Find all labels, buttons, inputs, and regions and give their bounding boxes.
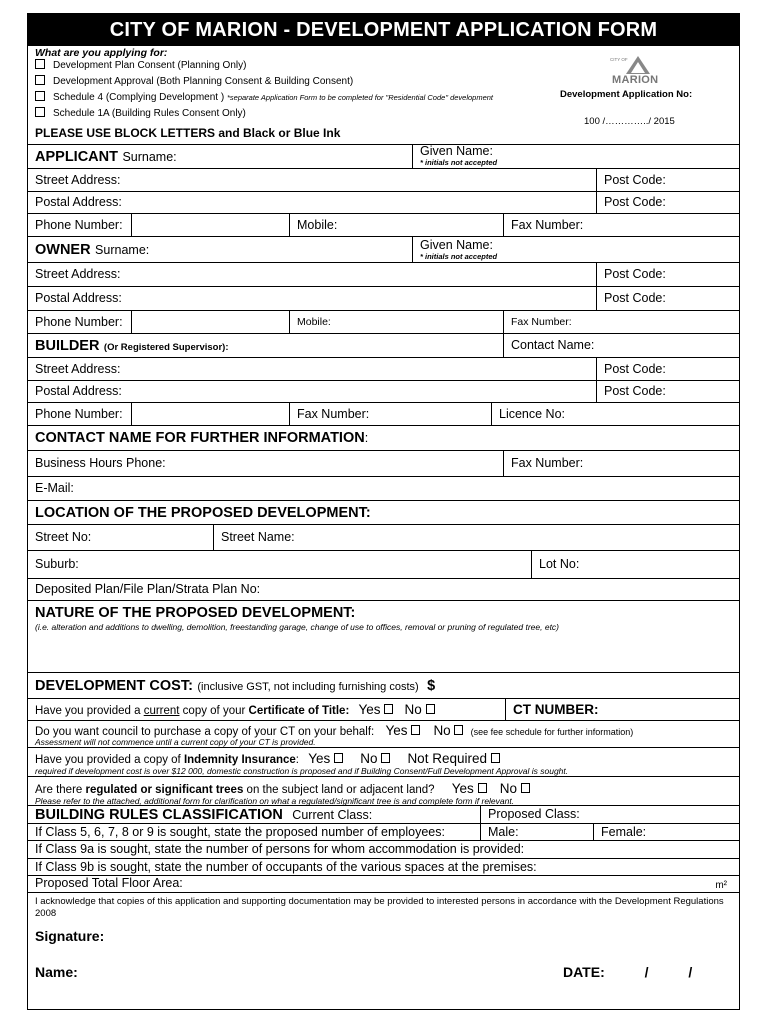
applicant-postal-field[interactable] — [28, 192, 596, 213]
ct-number-field[interactable] — [505, 699, 739, 720]
owner-postal-field[interactable] — [28, 287, 596, 310]
date-field[interactable] — [563, 964, 692, 980]
colon: : — [364, 431, 369, 445]
application-type-section — [28, 46, 739, 145]
mobile-label: Mobile: — [297, 316, 331, 328]
fax-label: Fax Number: — [511, 218, 584, 232]
street-label: Street Address: — [35, 267, 121, 281]
class9b-row[interactable] — [28, 859, 739, 876]
male-field[interactable] — [480, 824, 593, 840]
yes-label: Yes — [308, 751, 331, 766]
signature-label: Signature: — [35, 928, 105, 944]
contact-email-row — [28, 477, 739, 501]
location-suburb-row — [28, 551, 739, 579]
purchase-yes-option[interactable] — [385, 723, 420, 738]
fax-label: Fax Number: — [511, 456, 584, 470]
builder-postcode-field[interactable] — [596, 358, 739, 380]
owner-phone-row — [28, 311, 739, 334]
option-note: *separate Application Form to be completed for "Residential Code" development — [226, 93, 494, 102]
development-cost-field[interactable] — [28, 673, 739, 698]
checkbox[interactable] — [35, 107, 45, 117]
fax-label: Fax Number: — [511, 316, 572, 328]
trees-bold-text: regulated or significant trees — [85, 784, 244, 796]
marion-logo — [608, 54, 658, 90]
trees-yes-option[interactable] — [452, 781, 487, 796]
contact-label: Contact Name: — [511, 338, 595, 352]
builder-licence-field[interactable] — [491, 403, 739, 425]
street-name-label: Street Name: — [221, 530, 295, 544]
indemnity-bold-text: Indemnity Insurance — [183, 754, 296, 766]
fax-label: Fax Number: — [297, 407, 370, 421]
initials-note: * initials not accepted — [420, 158, 498, 167]
proposed-class-label: Proposed Class: — [488, 807, 580, 821]
name-label: Name: — [35, 964, 78, 980]
builder-phone-label-cell — [28, 403, 131, 425]
business-phone-label: Business Hours Phone: — [35, 456, 166, 470]
contact-heading: CONTACT NAME FOR FURTHER INFORMATION — [35, 430, 365, 446]
not-required-checkbox[interactable] — [491, 753, 500, 763]
ct-row — [28, 699, 739, 721]
ct-yes-option[interactable] — [358, 702, 393, 717]
builder-postal-postcode-field[interactable] — [596, 381, 739, 402]
no-checkbox[interactable] — [426, 704, 435, 714]
builder-subheading: (Or Registered Supervisor): — [103, 342, 229, 353]
builder-heading: BUILDER — [35, 338, 100, 354]
indemnity-row — [28, 748, 739, 777]
indemnity-question — [35, 751, 500, 766]
date-slash: / — [644, 964, 649, 980]
applicant-postal-postcode-field[interactable] — [596, 192, 739, 213]
postal-label: Postal Address: — [35, 195, 122, 209]
phone-label: Phone Number: — [35, 218, 123, 232]
mobile-label: Mobile: — [297, 218, 338, 232]
no-label: No — [360, 751, 378, 766]
dollar-sign: $ — [427, 678, 436, 694]
acknowledgement-section — [28, 893, 739, 988]
application-form — [27, 13, 740, 1010]
not-required-label: Not Required — [407, 751, 487, 766]
yes-label: Yes — [385, 723, 408, 738]
builder-postal-field[interactable] — [28, 381, 596, 402]
postcode-label: Post Code: — [604, 267, 666, 281]
owner-mobile-field[interactable] — [289, 311, 503, 333]
employees-question — [28, 824, 480, 840]
surname-label: Surname: — [95, 243, 150, 257]
colon: : — [295, 754, 299, 766]
business-phone-field[interactable] — [28, 451, 503, 476]
m2-unit: m² — [715, 880, 727, 891]
suburb-field[interactable] — [28, 551, 531, 578]
yes-checkbox[interactable] — [411, 725, 420, 735]
option-plan-consent[interactable] — [35, 60, 246, 71]
date-label: DATE: — [563, 964, 605, 980]
class9a-question — [28, 841, 739, 858]
no-label: No — [404, 702, 422, 717]
postcode-label: Post Code: — [604, 173, 666, 187]
phone-label: Phone Number: — [35, 315, 123, 329]
given-name-label: Given Name: — [420, 145, 493, 158]
trees-question-text: Are there — [35, 784, 86, 796]
app-no-label: Development Application No: — [560, 89, 693, 100]
checkbox[interactable] — [35, 91, 45, 101]
female-label: Female: — [601, 825, 647, 839]
employees-question-text: If Class 5, 6, 7, 8 or 9 is sought, state the proposed number of employees: — [35, 825, 445, 839]
owner-postal-postcode-field[interactable] — [596, 287, 739, 310]
date-slash: / — [688, 964, 693, 980]
street-label: Street Address: — [35, 173, 121, 187]
option-schedule-4[interactable] — [35, 92, 493, 103]
cost-note: (inclusive GST, not including furnishing costs) — [197, 681, 419, 693]
owner-street-field[interactable] — [28, 263, 596, 286]
builder-street-row — [28, 358, 739, 381]
deposited-plan-field[interactable] — [28, 579, 739, 600]
owner-surname-field[interactable] — [28, 237, 412, 262]
class9a-row[interactable] — [28, 841, 739, 859]
builder-fax-field[interactable] — [289, 403, 491, 425]
applicant-street-row — [28, 169, 739, 192]
builder-phone-row — [28, 403, 739, 426]
ct-current-text: current — [143, 705, 180, 717]
applicant-phone-label-cell — [28, 214, 131, 236]
lot-no-field[interactable] — [531, 551, 739, 578]
acknowledgement-text: I acknowledge that copies of this application and supporting documentation may be provided to interested persons in accordance with the Development Regulations 2008 — [35, 896, 724, 919]
no-checkbox[interactable] — [454, 725, 463, 735]
builder-name-field[interactable] — [28, 334, 503, 357]
male-label: Male: — [488, 825, 519, 839]
contact-heading-row — [28, 426, 739, 451]
trees-row — [28, 777, 739, 806]
owner-name-row — [28, 237, 739, 263]
applicant-postcode-field[interactable] — [596, 169, 739, 191]
contact-fax-field[interactable] — [503, 451, 739, 476]
builder-contact-field[interactable] — [503, 334, 739, 357]
indemnity-yes-option[interactable] — [308, 751, 343, 766]
postal-label: Postal Address: — [35, 384, 122, 398]
postcode-label: Post Code: — [604, 291, 666, 305]
indemnity-no-option[interactable] — [360, 751, 390, 766]
owner-street-row — [28, 263, 739, 287]
checkbox[interactable] — [35, 75, 45, 85]
given-name-label: Given Name: — [420, 238, 493, 252]
builder-street-field[interactable] — [28, 358, 596, 380]
applicant-phone-row — [28, 214, 739, 237]
ct-certificate-text: Certificate of Title: — [248, 705, 350, 717]
applicant-street-field[interactable] — [28, 169, 596, 191]
licence-label: Licence No: — [499, 407, 566, 421]
option-label: Development Approval (Both Planning Consent & Building Consent) — [53, 76, 354, 87]
location-street-row — [28, 525, 739, 551]
floor-area-label: Proposed Total Floor Area: — [35, 876, 183, 890]
street-name-field[interactable] — [213, 525, 739, 550]
location-plan-row — [28, 579, 739, 601]
block-letters-instruction: PLEASE USE BLOCK LETTERS and Black or Blue Ink — [35, 126, 341, 140]
yes-label: Yes — [358, 702, 381, 717]
rules-heading: BUILDING RULES CLASSIFICATION — [35, 807, 283, 823]
builder-name-row — [28, 334, 739, 358]
owner-heading: OWNER — [35, 242, 91, 258]
no-checkbox[interactable] — [381, 753, 390, 763]
builder-postal-row — [28, 381, 739, 403]
indemnity-question-text: Have you provided a copy of — [35, 754, 184, 766]
no-label: No — [499, 781, 517, 796]
applicant-phone-field[interactable] — [131, 214, 289, 236]
proposed-class-field[interactable] — [480, 806, 739, 823]
email-label: E-Mail — [35, 481, 71, 495]
floor-area-field — [28, 876, 628, 892]
class5-row — [28, 824, 739, 841]
purchase-question-text: Do you want council to purchase a copy of your CT on your behalf: — [35, 726, 375, 738]
option-label: Schedule 4 (Complying Development ) — [53, 92, 225, 103]
class9b-question-text: If Class 9b is sought, state the number of occupants of the various spaces at the premises: — [35, 860, 537, 874]
option-label: Schedule 1A (Building Rules Consent Only) — [53, 108, 246, 119]
ct-question-text: copy of your — [179, 705, 249, 717]
option-label: Development Plan Consent (Planning Only) — [53, 60, 247, 71]
rules-heading-row — [28, 806, 739, 824]
purchase-row — [28, 721, 739, 748]
nature-heading: NATURE OF THE PROPOSED DEVELOPMENT: — [35, 605, 356, 621]
class9b-question — [28, 859, 739, 875]
email-field[interactable] — [28, 477, 739, 500]
postcode-label: Post Code: — [604, 362, 666, 376]
phone-label: Phone Number: — [35, 407, 123, 421]
postal-label: Postal Address: — [35, 291, 122, 305]
owner-given-field[interactable] — [412, 237, 739, 262]
no-checkbox[interactable] — [521, 783, 530, 793]
trees-no-option[interactable] — [500, 781, 530, 796]
form-title: CITY OF MARION - DEVELOPMENT APPLICATION FORM — [28, 14, 739, 46]
logo-small-text: CITY OF — [610, 57, 628, 62]
ct-question — [28, 699, 505, 720]
owner-phone-field[interactable] — [131, 311, 289, 333]
location-heading: LOCATION OF THE PROPOSED DEVELOPMENT: — [35, 505, 371, 521]
contact-name-field[interactable] — [28, 426, 739, 450]
trees-question-text: on the subject land or adjacent land? — [243, 784, 435, 796]
app-no-value: 100 /…………../ 2015 — [584, 116, 675, 127]
current-class-label: Current Class: — [292, 808, 373, 822]
ct-number-label: CT NUMBER: — [513, 702, 599, 717]
contact-phone-row — [28, 451, 739, 477]
applicant-postal-row — [28, 192, 739, 214]
street-no-label: Street No: — [35, 530, 92, 544]
postcode-label: Post Code: — [604, 384, 666, 398]
applicant-name-row — [28, 145, 739, 169]
no-label: No — [433, 723, 451, 738]
option-development-approval[interactable] — [35, 76, 353, 87]
cost-heading: DEVELOPMENT COST: — [35, 678, 193, 694]
indemnity-note: required if development cost is over $12 000, domestic construction is proposed and if Building Consent/Full Development Approval is sought. — [35, 766, 569, 776]
owner-postcode-field[interactable] — [596, 263, 739, 286]
street-label: Street Address: — [35, 362, 121, 376]
applicant-mobile-field[interactable] — [289, 214, 503, 236]
builder-phone-field[interactable] — [131, 403, 289, 425]
initials-note: * initials not accepted — [420, 252, 498, 261]
applying-heading: What are you applying for: — [35, 47, 168, 59]
trees-question — [35, 781, 530, 796]
purchase-question — [35, 723, 633, 738]
option-schedule-1a[interactable] — [35, 108, 246, 119]
yes-checkbox[interactable] — [384, 704, 393, 714]
fee-note: (see fee schedule for further information) — [470, 727, 634, 737]
street-no-field[interactable] — [28, 525, 213, 550]
floor-area-row[interactable] — [28, 876, 739, 893]
nature-note: (i.e. alteration and additions to dwelling, demolition, freestanding garage, change of use to offices, removal or pruning of regulated tree, etc) — [35, 622, 560, 632]
indemnity-not-required-option[interactable] — [407, 751, 499, 766]
owner-postal-row — [28, 287, 739, 311]
owner-phone-label-cell — [28, 311, 131, 333]
purchase-no-option[interactable] — [433, 723, 463, 738]
signature-field[interactable] — [35, 928, 104, 944]
cost-row — [28, 673, 739, 699]
logo-name: MARION — [612, 74, 659, 86]
surname-label: Surname: — [122, 150, 177, 164]
purchase-note: Assessment will not commence until a current copy of your CT is provided. — [35, 737, 316, 747]
trees-note: Please refer to the attached, additional form for clarification on what a regulated/significant tree is and complete form if relevant. — [35, 796, 515, 806]
applicant-fax-field[interactable] — [503, 214, 739, 236]
ct-no-option[interactable] — [404, 702, 434, 717]
class9a-question-text: If Class 9a is sought, state the number of persons for whom accommodation is provided: — [35, 842, 525, 856]
female-field[interactable] — [593, 824, 739, 840]
colon: : — [70, 481, 74, 495]
lot-label: Lot No: — [539, 557, 580, 571]
checkbox[interactable] — [35, 59, 45, 69]
ct-question-text: Have you provided a — [35, 705, 144, 717]
name-field[interactable] — [35, 964, 78, 980]
applicant-heading: APPLICANT — [35, 149, 118, 165]
owner-fax-field[interactable] — [503, 311, 739, 333]
applicant-given-field[interactable] — [412, 145, 739, 168]
postcode-label: Post Code: — [604, 195, 666, 209]
deposited-plan-label: Deposited Plan/File Plan/Strata Plan No: — [35, 582, 261, 596]
yes-label: Yes — [451, 781, 474, 796]
nature-section[interactable] — [28, 601, 739, 673]
applicant-surname-field[interactable] — [28, 145, 412, 168]
suburb-label: Suburb: — [35, 557, 79, 571]
yes-checkbox[interactable] — [334, 753, 343, 763]
yes-checkbox[interactable] — [478, 783, 487, 793]
location-heading-row — [28, 501, 739, 525]
current-class-field[interactable] — [28, 806, 480, 823]
